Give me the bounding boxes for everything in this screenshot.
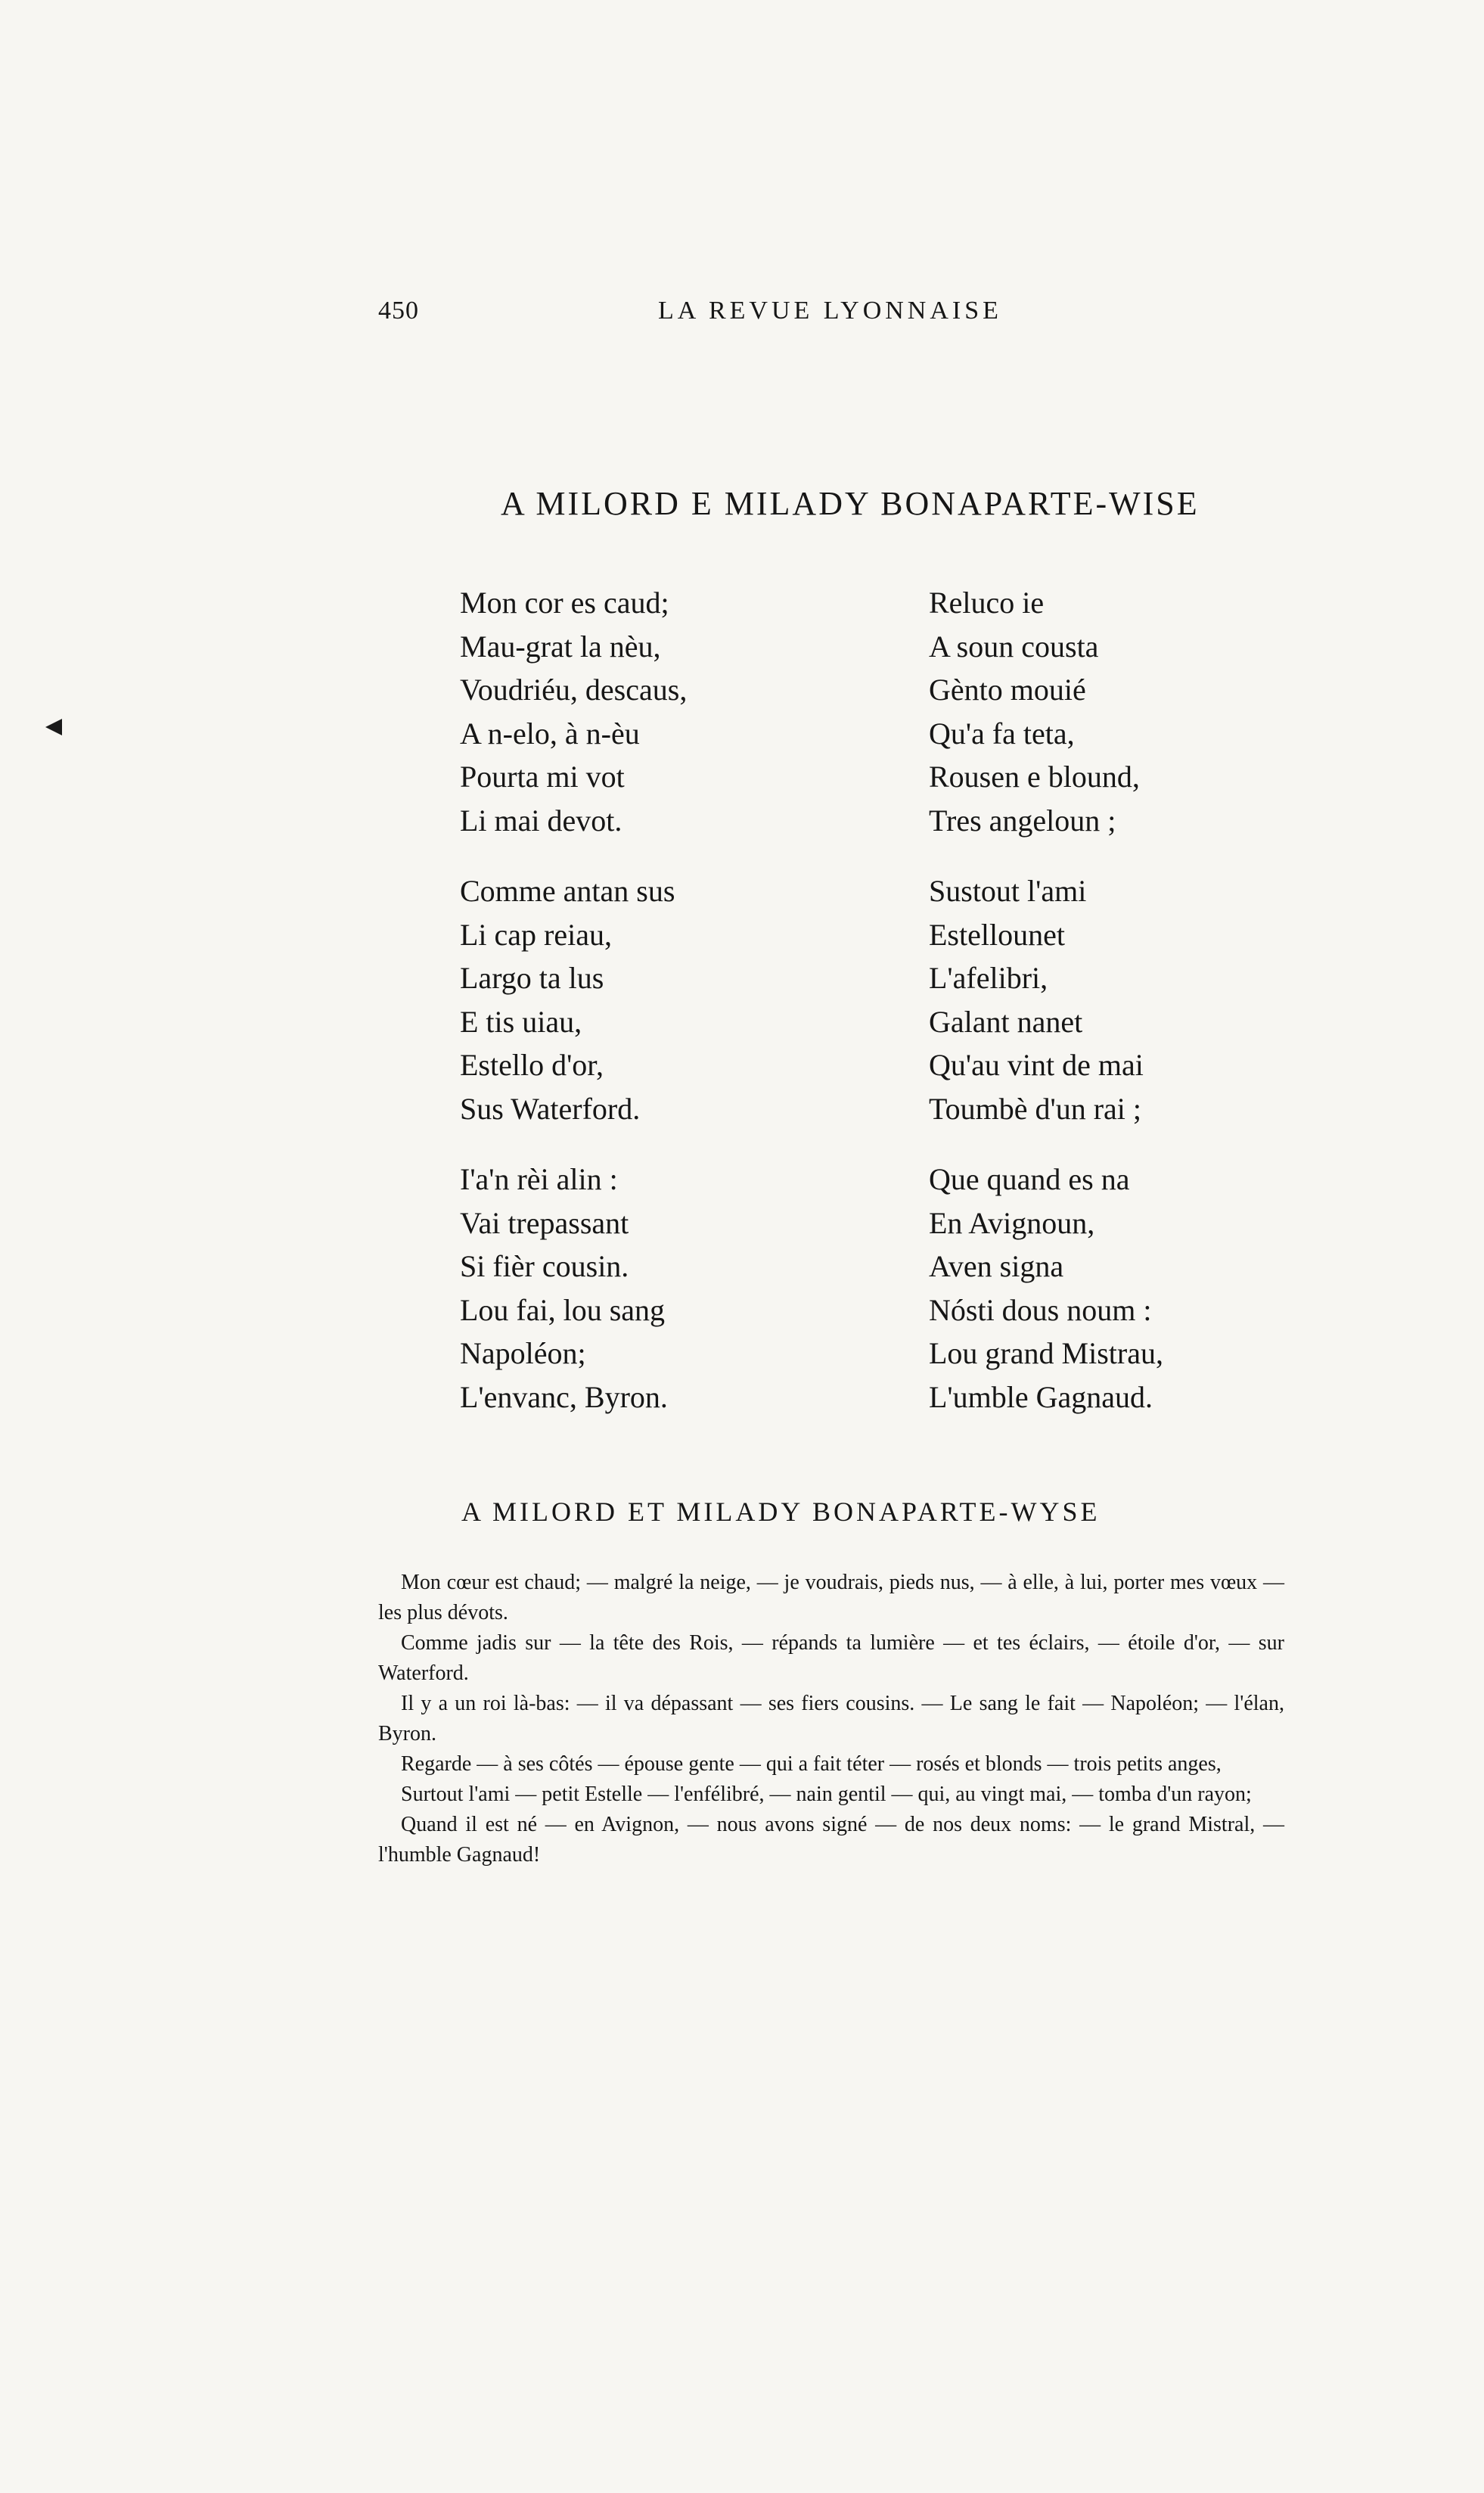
verse-line: Pourta mi vot <box>460 760 625 794</box>
stanza <box>929 581 1352 842</box>
translation-paragraph: Mon cœur est chaud; — malgré la neige, — je voudrais, pieds nus, — à elle, à lui, porter mes vœux — les plus dévots. <box>378 1571 1284 1624</box>
stanza <box>929 869 1352 1130</box>
page-number: 450 <box>378 297 419 325</box>
verse-line: A n-elo, à n-èu <box>460 716 640 751</box>
verse-line: Toumbè d'un rai ; <box>929 1091 1142 1126</box>
stanza <box>460 581 883 842</box>
verse-line: Vai trepassant <box>460 1205 629 1240</box>
stanza <box>460 1158 883 1419</box>
verse-line: Li mai devot. <box>460 803 622 838</box>
translation-paragraph: Comme jadis sur — la tête des Rois, — répands ta lumière — et tes éclairs, — étoile d'or, — sur Waterford. <box>378 1631 1284 1685</box>
verse-line: E tis uiau, <box>460 1004 582 1039</box>
verse-line: Tres angeloun ; <box>929 803 1116 838</box>
translation-paragraph: Quand il est né — en Avignon, — nous avons signé — de nos deux noms: — le grand Mistral, — l'humble Gagnaud! <box>378 1813 1284 1867</box>
translation-body <box>378 1568 1284 1870</box>
verse-line: Largo ta lus <box>460 961 604 995</box>
verse-line: A soun cousta <box>929 629 1099 664</box>
verse-line: Qu'a fa teta, <box>929 716 1075 751</box>
verse-line: En Avignoun, <box>929 1205 1095 1240</box>
translation-title: A MILORD ET MILADY BONAPARTE-WYSE <box>461 1497 1101 1527</box>
verse-line: I'a'n rèi alin : <box>460 1162 618 1196</box>
verse-line: Napoléon; <box>460 1336 586 1370</box>
verse-line: Comme antan sus <box>460 874 675 908</box>
verse-line: Que quand es na <box>929 1162 1130 1196</box>
verse-line: Mon cor es caud; <box>460 586 669 620</box>
verse-line: Estellounet <box>929 917 1065 952</box>
verse-line: Reluco ie <box>929 586 1045 620</box>
running-head: LA REVUE LYONNAISE <box>658 297 1002 325</box>
verse-line: Sus Waterford. <box>460 1091 641 1126</box>
translation-paragraph: Il y a un roi là-bas: — il va dépassant — ses fiers cousins. — Le sang le fait — Napoléon; — l'élan, Byron. <box>378 1692 1284 1745</box>
stanza <box>460 869 883 1130</box>
stanza <box>929 1158 1352 1419</box>
verse-line: Aven signa <box>929 1249 1064 1283</box>
translation-paragraph: Surtout l'ami — petit Estelle — l'enfélibré, — nain gentil — qui, au vingt mai, — tomba d'un rayon; <box>401 1783 1252 1806</box>
verse-line: Li cap reiau, <box>460 917 612 952</box>
verse-line: Qu'au vint de mai <box>929 1048 1144 1082</box>
margin-arrow-icon <box>45 719 62 735</box>
verse-line: Lou fai, lou sang <box>460 1292 666 1327</box>
poem-left-column <box>460 581 883 1446</box>
verse-line: Si fièr cousin. <box>460 1249 629 1283</box>
verse-line: Nósti dous noum : <box>929 1292 1152 1327</box>
verse-line: Rousen e blound, <box>929 760 1140 794</box>
verse-line: Voudriéu, descaus, <box>460 673 688 707</box>
translation-paragraph: Regarde — à ses côtés — épouse gente — qui a fait téter — rosés et blonds — trois petits anges, <box>401 1752 1222 1776</box>
verse-line: Estello d'or, <box>460 1048 604 1082</box>
poem-right-column <box>929 581 1352 1446</box>
verse-line: L'envanc, Byron. <box>460 1379 668 1414</box>
poem-title: A MILORD E MILADY BONAPARTE-WISE <box>501 485 1200 522</box>
verse-line: Galant nanet <box>929 1004 1083 1039</box>
verse-line: Mau-grat la nèu, <box>460 629 661 664</box>
verse-line: Lou grand Mistrau, <box>929 1336 1163 1370</box>
verse-line: L'afelibri, <box>929 961 1048 995</box>
verse-line: L'umble Gagnaud. <box>929 1379 1153 1414</box>
verse-line: Gènto mouié <box>929 673 1086 707</box>
verse-line: Sustout l'ami <box>929 874 1087 908</box>
